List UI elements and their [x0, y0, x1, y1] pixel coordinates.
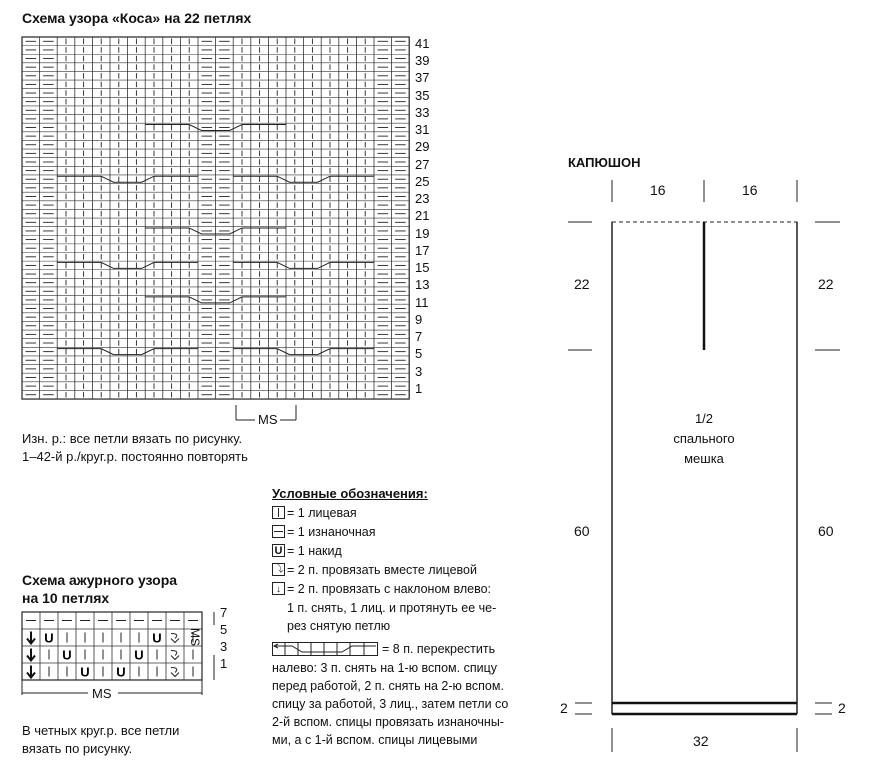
kosa-row-number: 5 [415, 346, 423, 362]
hood-left-bottom-height: 2 [560, 700, 568, 716]
hood-center-label-2: спального [673, 431, 735, 446]
kosa-row-number: 15 [415, 260, 430, 276]
kosa-row-number: 31 [415, 122, 430, 138]
ajur-row-number: 1 [220, 656, 228, 671]
hood-center-label-1: 1/2 [694, 411, 714, 426]
kosa-row-number: 19 [415, 225, 430, 241]
kosa-chart-title: Схема узора «Коса» на 22 петлях [22, 10, 252, 26]
kosa-row-number: 9 [415, 311, 423, 327]
kosa-row-number: 35 [415, 87, 430, 103]
kosa-row-number: 41 [415, 36, 430, 51]
legend-item-purl: = 1 изнаночная [272, 523, 375, 541]
legend-cable-line: ми, а с 1-й вспом. спицы лицевыми [272, 733, 478, 747]
hood-right-upper-height: 22 [818, 276, 834, 292]
legend-cable-text: = 8 п. перекрестить [382, 642, 496, 656]
kosa-row-number: 33 [415, 104, 430, 120]
kosa-row-number: 13 [415, 277, 430, 293]
kosa-repeat-label: MS [258, 412, 278, 427]
hood-bottom-width: 32 [693, 733, 709, 749]
purl-symbol-icon [272, 525, 285, 538]
ajur-row-number: 3 [220, 639, 228, 654]
svg-text:U: U [44, 630, 54, 646]
legend-item-yo: U = 1 накид [272, 542, 342, 560]
hood-title: КАПЮШОН [568, 155, 641, 170]
hood-center-label-3: мешка [684, 451, 724, 466]
legend-item-ssk: ↓ = 2 п. провязать с наклоном влево: [272, 580, 491, 598]
ajur-row-number: 5 [220, 622, 228, 637]
kosa-row-number: 25 [415, 173, 430, 189]
hood-left-upper-height: 22 [574, 276, 590, 292]
svg-text:U: U [80, 664, 90, 680]
legend-title: Условные обозначения: [272, 486, 428, 501]
kosa-note-line-1: Изн. р.: все петли вязать по рисунку. [22, 431, 243, 446]
legend-cable-line: налево: 3 п. снять на 1-ю вспом. спицу [272, 661, 497, 675]
ajur-side-label: MS [188, 628, 202, 646]
legend-ssk-cont-1: 1 п. снять, 1 лиц. и протянуть ее че- [287, 601, 497, 615]
kosa-row-number: 39 [415, 53, 430, 69]
svg-text:U: U [62, 647, 72, 663]
kosa-row-number: 1 [415, 380, 423, 396]
kosa-row-number: 3 [415, 363, 423, 379]
hood-right-bottom-height: 2 [838, 700, 846, 716]
svg-text:U: U [134, 647, 144, 663]
kosa-note-line-2: 1–42-й р./круг.р. постоянно повторять [22, 449, 248, 464]
legend-item-knit: = 1 лицевая [272, 504, 357, 522]
ajur-chart-title-line-2: на 10 петлях [22, 590, 110, 606]
hood-left-lower-height: 60 [574, 523, 590, 539]
cable-symbol-icon [272, 642, 382, 658]
kosa-row-number: 37 [415, 70, 430, 86]
legend-cable-line: спицу за работой, 3 лиц., затем петли со [272, 697, 509, 711]
svg-text:U: U [152, 630, 162, 646]
hood-right-lower-height: 60 [818, 523, 834, 539]
ajur-repeat-label: MS [92, 686, 112, 701]
kosa-row-number: 23 [415, 191, 430, 207]
ajur-row-number: 7 [220, 605, 228, 620]
ajur-note-line-2: вязать по рисунку. [22, 741, 133, 756]
kosa-row-number: 17 [415, 242, 430, 258]
legend-cable-line: перед работой, 2 п. снять на 2-ю вспом. [272, 679, 504, 693]
ajur-chart-grid [22, 612, 202, 680]
kosa-row-number: 27 [415, 156, 430, 172]
svg-text:U: U [116, 664, 126, 680]
legend-item-k2tog: ⤵ = 2 п. провязать вместе лицевой [273, 563, 477, 577]
kosa-row-number: 7 [415, 329, 423, 345]
ajur-note-line-1: В четных круг.р. все петли [22, 723, 180, 738]
k2tog-symbol-icon: ⤵ [273, 564, 284, 575]
knit-symbol-icon [272, 506, 285, 519]
kosa-chart-grid [22, 37, 409, 399]
kosa-row-number: 11 [415, 294, 429, 310]
yarn-over-symbol-icon: U [272, 544, 285, 557]
kosa-row-number: 21 [415, 208, 430, 224]
hood-schematic [568, 180, 840, 752]
ajur-chart-title-line-1: Схема ажурного узора [22, 572, 178, 588]
hood-top-right-width: 16 [742, 182, 758, 198]
ssk-symbol-icon: ↓ [272, 582, 285, 595]
legend-ssk-cont-2: рез снятую петлю [287, 619, 391, 633]
legend-cable-line: 2-й вспом. спицы провязать изнаночны- [272, 715, 504, 729]
kosa-row-number: 29 [415, 139, 430, 155]
hood-top-left-width: 16 [650, 182, 666, 198]
